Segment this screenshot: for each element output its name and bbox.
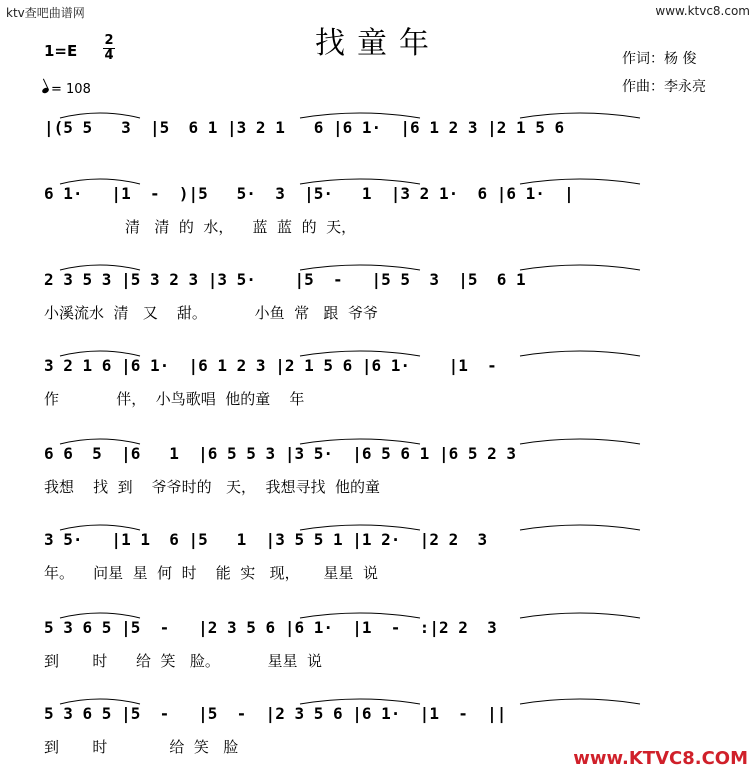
slur-marks (0, 262, 756, 272)
time-sig-bottom: 4 (104, 48, 114, 63)
slur-marks (0, 348, 756, 358)
site-watermark-left: ktv查吧曲谱网 (6, 6, 85, 20)
slur-marks (0, 110, 756, 120)
notation-line: 2 3 5 3 |5 3 2 3 |3 5· |5 - |5 5 3 |5 6 1 (44, 270, 526, 289)
slur-arc (60, 179, 140, 184)
lyric-line: 我想 找 到 爷爷时的 天， 我想寻找 他的童 (44, 478, 381, 496)
notation-line: |(5 5 3 |5 6 1 |3 2 1 6 |6 1· |6 1 2 3 |2 1 5 6 (44, 118, 565, 137)
slur-arc (520, 439, 640, 444)
notation-line: 5 3 6 5 |5 - |5 - |2 3 5 6 |6 1· |1 - || (44, 704, 507, 723)
slur-arc (300, 113, 420, 118)
lyricist-credit: 作词：杨 俊 (622, 51, 697, 67)
notation-line: 5 3 6 5 |5 - |2 3 5 6 |6 1· |1 - :|2 2 3 (44, 618, 497, 637)
slur-arc (300, 699, 420, 704)
notation-line: 3 2 1 6 |6 1· |6 1 2 3 |2 1 5 6 |6 1· |1 - (44, 356, 497, 375)
slur-marks (0, 696, 756, 706)
time-sig-top: 2 (104, 33, 114, 48)
slur-arc (300, 265, 420, 270)
slur-arc (520, 113, 640, 118)
slur-arc (520, 265, 640, 270)
slur-arc (300, 439, 420, 444)
lyric-line: 年。 问星 星 何 时 能 实 现， 星星 说 (44, 564, 378, 582)
slur-arc (520, 613, 640, 618)
slur-arc (60, 613, 140, 618)
slur-marks (0, 176, 756, 186)
slur-marks (0, 610, 756, 620)
composer-credit: 作曲：李永亮 (622, 79, 706, 95)
time-signature (103, 34, 115, 63)
slur-arc (60, 351, 140, 356)
slur-arc (300, 525, 420, 530)
slur-arc (520, 525, 640, 530)
slur-arc (520, 351, 640, 356)
slur-arc (520, 699, 640, 704)
slur-arc (300, 179, 420, 184)
site-watermark-right: www.ktvc8.com (655, 4, 750, 18)
slur-arc (60, 699, 140, 704)
slur-marks (0, 436, 756, 446)
song-title: 找童年 (315, 26, 441, 61)
lyric-line: 小溪流水 清 又 甜。 小鱼 常 跟 爷爷 (44, 304, 378, 322)
lyric-line: 到 时 给 笑 脸 (44, 738, 239, 756)
slur-arc (520, 179, 640, 184)
tempo-marking (42, 82, 91, 97)
notation-line: 6 1· |1 - )|5 5· 3 |5· 1 |3 2 1· 6 |6 1· | (44, 184, 574, 203)
slur-arc (300, 613, 420, 618)
lyric-line: 到 时 给 笑 脸。 星星 说 (44, 652, 323, 670)
notation-line: 6 6 5 |6 1 |6 5 5 3 |3 5· |6 5 6 1 |6 5 2 3 (44, 444, 517, 463)
slur-marks (0, 522, 756, 532)
key-signature: 1=E (44, 42, 78, 60)
slur-arc (60, 525, 140, 530)
lyric-line: 作 伴， 小鸟歌唱 他的童 年 (44, 390, 305, 408)
slur-arc (60, 439, 140, 444)
slur-arc (60, 113, 140, 118)
quarter-note-icon (41, 87, 49, 94)
slur-arc (300, 351, 420, 356)
footer-logo: www.KTVC8.COM (573, 748, 748, 769)
notation-line: 3 5· |1 1 6 |5 1 |3 5 5 1 |1 2· |2 2 3 (44, 530, 488, 549)
lyric-line: 清 清 的 水， 蓝 蓝 的 天， (44, 218, 357, 236)
slur-arc (60, 265, 140, 270)
tempo-value: = 108 (51, 82, 91, 97)
